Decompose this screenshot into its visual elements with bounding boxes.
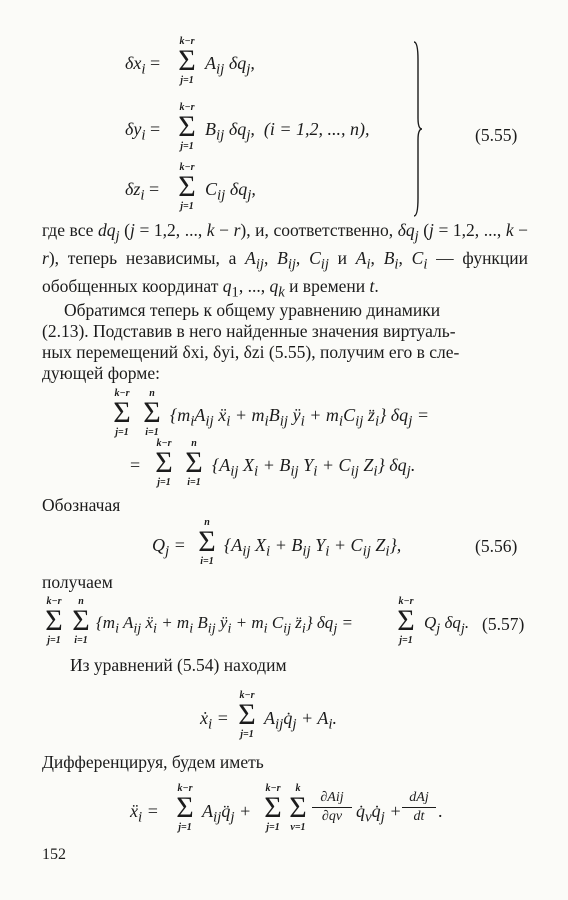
fraction-denominator: dt [413,809,425,824]
sum-symbol: k−r Σ j=1 [45,596,63,646]
equals-sign: = [130,455,141,475]
eq-row-dx-rhs: $A_{ij}$ $\delta q_j$, [205,53,255,78]
paragraph-differentsiruya: Дифференцируя, будем иметь [42,752,264,772]
sum-symbol: k−r Σ j=1 [113,388,131,438]
equation-number-5-56: (5.56) [475,536,518,556]
paragraph-line: Обратимся теперь к общему уравнению динамики [64,300,441,320]
eq-row-dz-rhs: $C_{ij}$ $\delta q_j$, [205,179,256,204]
page-number: 152 [42,846,66,863]
equation-dynamics-line1: {$m_iA_{ij}$ ẍ$_i$ + $m_iB_{ij}$ $ÿ_i + m_iC_{ij}$ $z̈_i$} $\delta q_j$ = [170,405,430,430]
equation-number-5-55: (5.55) [475,125,518,145]
sum-symbol: k−r Σ j=1 [178,36,196,86]
sum-symbol: k−r Σ j=1 [176,783,194,833]
right-brace [412,40,422,218]
eq-556-body: {$A_{ij}$ $X_i + B_{ij}$ $Y_i + C_{ij}$ $Z_i$}, [224,535,402,560]
eq-row-dx: $\delta x_i$ = [125,53,161,78]
paragraph-line: ных перемещений δxi, δyi, δzi (5.55), получим его в сле- [42,342,460,362]
period: . [438,801,443,821]
fraction-numerator: ∂Aij [320,790,344,805]
eq-556-lhs: $Q_j$ = [152,535,186,560]
fraction-denominator: ∂qν [321,809,343,824]
label-oboznachaya: Обозначая [42,495,121,515]
eq-557-body: {$m_i$ $A_{ij}$ ẍ$_i$ + $m_i$ $B_{ij}$ $ÿ_i + m_i$ $C_{ij}$ $z̈_i$} $\delta q_j$ = [96,613,353,637]
eq-xdot-body: $A_{ij}q̇_j + A_i$. [264,708,338,733]
eq-row-dz: $\delta z_i$ = [125,179,160,204]
sum-symbol: k−r Σ j=1 [264,783,282,833]
sum-symbol: k−r Σ j=1 [178,102,196,152]
sum-symbol: k−r Σ j=1 [155,438,173,488]
paragraph-iz-uravneniy: Из уравнений (5.54) находим [70,655,287,675]
equation-number-5-57: (5.57) [482,614,525,634]
sum-symbol: n Σ i=1 [198,517,216,567]
eq-xddot-lhs: ẍ$_i$ = [130,801,159,826]
sum-symbol: n Σ i=1 [185,438,203,488]
eq-xdot-lhs: ẋ$_i$ = [200,708,229,733]
equation-dynamics-line2: {$A_{ij}$ $X_i + B_{ij}$ $Y_i + C_{ij}$ $Z_i$} $\delta q_j$. [212,455,416,480]
fraction-numerator: dAj [409,790,429,805]
eq-row-dy-rhs: $B_{ij}$ $\delta q_j$, (i = 1,2, ..., n), [205,119,370,144]
sum-symbol: k−r Σ j=1 [397,596,415,646]
sum-symbol: k−r Σ j=1 [238,690,256,740]
sum-symbol: k Σ ν=1 [289,783,307,833]
sum-symbol: n Σ i=1 [143,388,161,438]
fraction-partial [312,790,352,825]
eq-row-dy: $\delta y_i$ = [125,119,161,144]
eq-557-rhs: $Q_j$ $\delta q_j$. [424,613,470,637]
sum-symbol: n Σ i=1 [72,596,90,646]
sum-symbol: k−r Σ j=1 [178,162,196,212]
paragraph-independence: где все $dq_j$ (j = 1,2, ..., k − r), и, соответственно, $\delta q_j$ (j = 1,2, ..., k − r), теперь независимы, а $A_{ij}$, $B_{ij}$, $C_{ij}$ и $A_i$, $B_i$, $C_i$ — функции обобщенных координат $q_1$, ..., $q_k$ и времени t. [42,220,529,301]
paragraph-line: дующей форме: [42,363,160,383]
eq-xddot-body1: $A_{ij}q̈_j$ + [202,801,252,826]
paragraph-line: (2.13). Подставив в него найденные значения виртуаль- [42,321,456,341]
label-poluchaem: получаем [42,572,113,592]
fraction-total [402,790,436,825]
eq-xddot-body2: $q̇_\nu q̇_j$ + [356,801,402,826]
